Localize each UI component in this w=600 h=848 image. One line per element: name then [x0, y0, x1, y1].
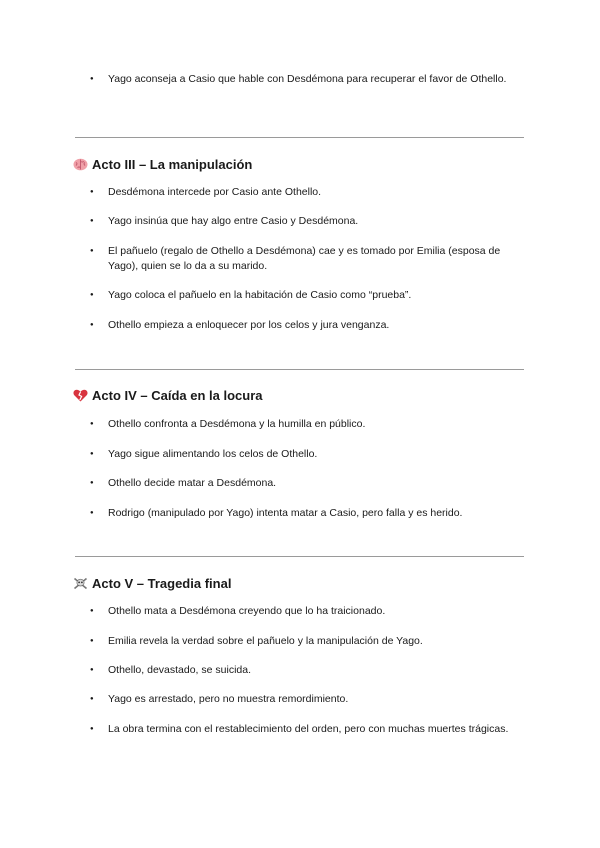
section-divider	[75, 137, 524, 138]
brain-icon	[73, 158, 88, 171]
list-item: ● Othello mata a Desdémona creyendo que lo ha traicionado.	[108, 604, 528, 619]
list-item: ● Yago es arrestado, pero no muestra remordimiento.	[108, 692, 528, 707]
act4-heading	[73, 387, 263, 405]
list-item: ● Yago aconseja a Casio que hable con Desdémona para recuperar el favor de Othello.	[108, 72, 528, 87]
act5-heading	[73, 575, 231, 593]
section-divider	[75, 556, 524, 557]
list-item: ● Othello decide matar a Desdémona.	[108, 476, 528, 491]
broken-heart-icon	[73, 389, 88, 402]
act3-heading	[73, 156, 252, 174]
list-item: ● Othello empieza a enloquecer por los celos y jura venganza.	[108, 318, 528, 333]
list-item: ● Yago coloca el pañuelo en la habitación de Casio como “prueba”.	[108, 288, 528, 303]
act5-title: Acto V – Tragedia final	[92, 576, 232, 591]
section-divider	[75, 369, 524, 370]
list-item: ● El pañuelo (regalo de Othello a Desdémona) cae y es tomado por Emilia (esposa de Yago), quien se lo da a su marido.	[108, 244, 528, 274]
list-item: ● La obra termina con el restablecimiento del orden, pero con muchas muertes trágicas.	[108, 722, 528, 737]
list-item: ● Yago insinúa que hay algo entre Casio y Desdémona.	[108, 214, 528, 229]
skull-crossbones-icon	[73, 577, 88, 590]
list-item: ● Rodrigo (manipulado por Yago) intenta matar a Casio, pero falla y es herido.	[108, 506, 528, 521]
list-item: ● Desdémona intercede por Casio ante Othello.	[108, 185, 528, 200]
list-item: ● Othello confronta a Desdémona y la humilla en público.	[108, 417, 528, 432]
list-item: ● Emilia revela la verdad sobre el pañuelo y la manipulación de Yago.	[108, 634, 528, 649]
list-item: ● Othello, devastado, se suicida.	[108, 663, 528, 678]
list-item: ● Yago sigue alimentando los celos de Othello.	[108, 447, 528, 462]
act4-title: Acto IV – Caída en la locura	[92, 388, 263, 403]
act3-title: Acto III – La manipulación	[92, 157, 253, 172]
